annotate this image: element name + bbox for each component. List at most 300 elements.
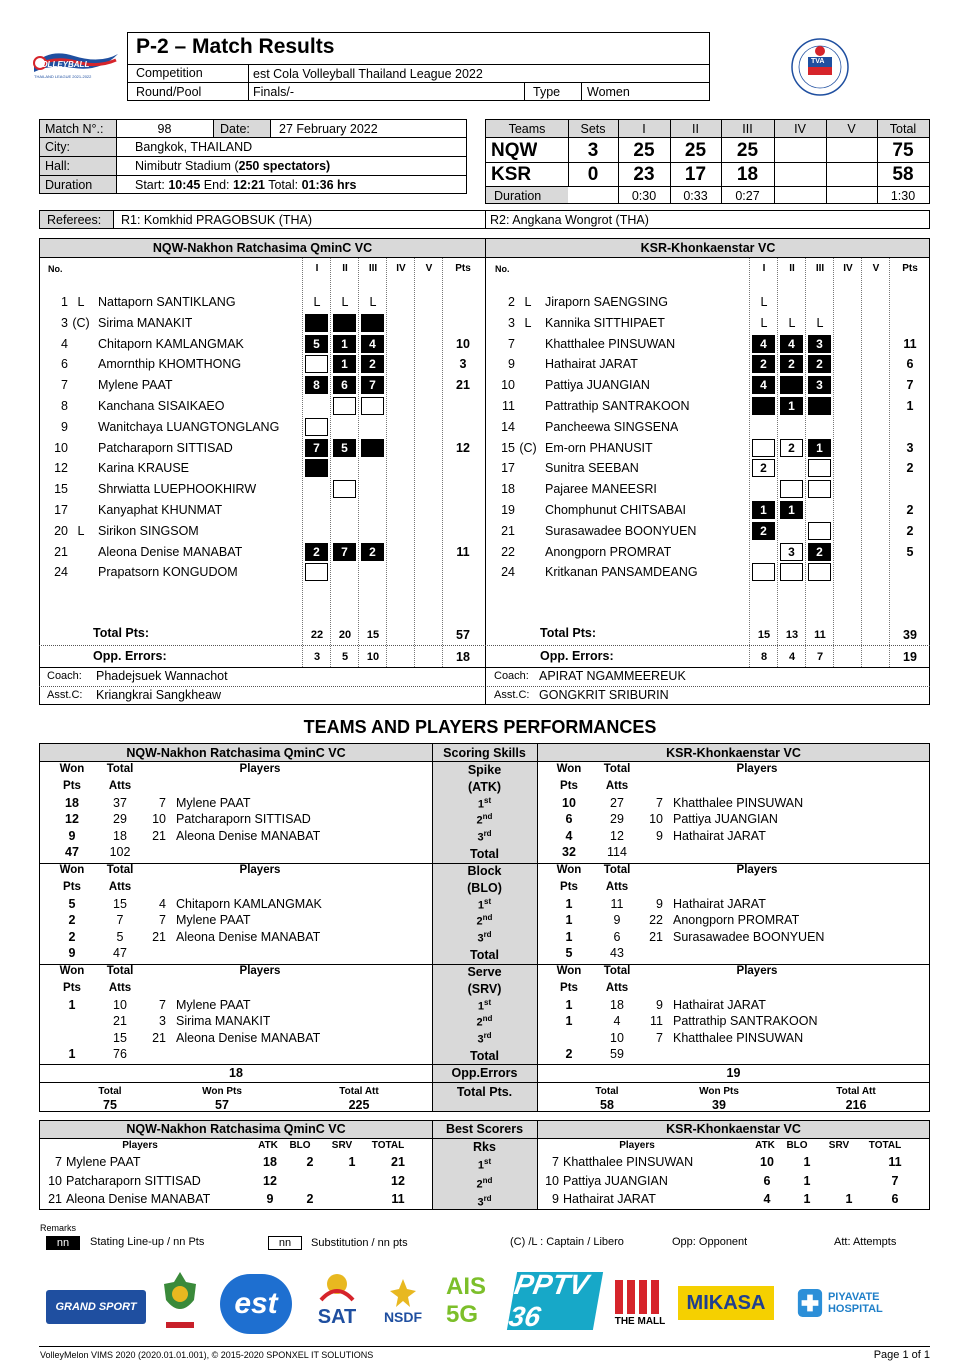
team-a-asst-label: Asst.C:: [47, 689, 83, 701]
best-total: 11: [888, 1155, 902, 1169]
player-set-box: [808, 397, 831, 415]
player-set-box: 6: [333, 376, 356, 394]
player-flag: (C): [72, 315, 90, 330]
skill-total-label: Total: [470, 1049, 499, 1063]
skill-won-pts: 9: [68, 828, 76, 843]
best-blo: 1: [803, 1155, 811, 1169]
player-number: 19: [501, 503, 515, 517]
team-a-coach-label: Coach:: [47, 670, 82, 682]
total-header: Total: [106, 864, 134, 876]
grand-total-label: Total Att: [339, 1086, 379, 1097]
skill-player-no: 3: [159, 1014, 166, 1029]
total-header: Total: [603, 864, 631, 876]
skill-player-no: 21: [152, 1030, 166, 1045]
skill-total-won: 2: [565, 1047, 573, 1061]
set-total: 22: [310, 629, 324, 641]
atts-header: Atts: [108, 881, 132, 893]
column-divider: [386, 258, 387, 667]
best-total: 7: [891, 1173, 899, 1188]
player-set-box: [808, 480, 831, 498]
player-set-box: 1: [808, 439, 831, 457]
grand-total-value: 58: [600, 1098, 614, 1112]
skill-won-pts: 1: [565, 913, 573, 928]
skill-code: (ATK): [467, 780, 502, 794]
score-set-points: 18: [736, 164, 759, 185]
player-name: Kritkanan PANSAMDEANG: [545, 565, 698, 580]
score-total: 75: [892, 140, 914, 161]
legend-opp: Opp: Opponent: [672, 1236, 748, 1248]
legend-starting: Stating Line-up / nn Pts: [90, 1236, 205, 1248]
player-number: 3: [508, 315, 515, 330]
skill-attempts: 29: [113, 812, 127, 827]
team-a-asst: Kriangkrai Sangkheaw: [96, 688, 222, 702]
column-divider: [833, 258, 834, 667]
atts-header: Atts: [605, 780, 629, 792]
best-blo: 1: [803, 1192, 811, 1206]
skill-player-no: 9: [656, 998, 663, 1012]
grand-total-label: Won Pts: [699, 1086, 739, 1097]
player-set-box: 2: [752, 355, 775, 373]
player-set-box: 1: [780, 501, 803, 519]
won-header: Won: [59, 763, 85, 775]
skill-total-won: 32: [562, 845, 576, 859]
legend-att: Att: Attempts: [834, 1236, 897, 1248]
grand-total-value: 216: [845, 1098, 867, 1112]
score-team-code: KSR: [491, 164, 532, 185]
skill-won-pts: 6: [565, 812, 573, 827]
player-set-box: 4: [361, 335, 384, 353]
player-set-box: 8: [305, 376, 328, 394]
player-set-box: [361, 314, 384, 332]
team-b-coach: APIRAT NGAMMEEREUK: [539, 669, 686, 683]
date-label: Date:: [220, 122, 250, 136]
player-set-box: [780, 563, 803, 581]
skill-attempts: 11: [610, 897, 624, 911]
best-blo: 2: [306, 1155, 314, 1169]
player-name: Pajaree MANEESRI: [545, 482, 657, 497]
player-number: 17: [54, 503, 68, 517]
set-total: 13: [785, 629, 799, 641]
set-opp-errors: 10: [366, 651, 380, 663]
skill-rank: 3rd: [477, 828, 492, 844]
player-set-box: [752, 439, 775, 457]
sponsor-the-mall-logo: [610, 1272, 670, 1332]
player-number: 11: [502, 399, 515, 413]
skill-total-att: 76: [113, 1047, 127, 1061]
best-col-header: ATK: [258, 1140, 278, 1151]
sat-text: SAT: [317, 1305, 357, 1328]
pts-header: Pts: [560, 881, 578, 893]
player-name: Pattiya JUANGIAN: [545, 378, 650, 393]
sponsor-pptv-logo: PPTV 36: [507, 1272, 603, 1330]
set-opp-errors: 5: [341, 651, 349, 663]
set-total: 15: [366, 629, 380, 641]
score-set-points: 23: [633, 164, 655, 185]
best-rank: 1st: [477, 1157, 492, 1172]
score-set-points: 25: [736, 140, 759, 161]
best-col-header: SRV: [828, 1140, 850, 1151]
footer-left: VolleyMelon VIMS 2020 (2020.01.01.001), © 2015-2020 SPONXEL IT SOLUTIONS: [40, 1350, 374, 1360]
player-set-box: 3: [808, 335, 831, 353]
skill-total-att: 59: [610, 1047, 624, 1061]
round-value: Finals/-: [253, 85, 294, 99]
column-divider: [777, 258, 778, 667]
skill-player-name: Mylene PAAT: [176, 913, 251, 928]
player-set-box: 2: [752, 522, 775, 540]
sponsor-piyavate-logo: [796, 1280, 930, 1326]
total-pts-label: Total Pts:: [540, 626, 597, 640]
player-set-box: 2: [361, 355, 384, 373]
skill-attempts: 5: [116, 929, 124, 944]
player-number: 14: [501, 419, 515, 434]
player-flag: L: [77, 295, 85, 309]
roster-pts-header: Pts: [455, 263, 471, 274]
player-points: 2: [906, 523, 914, 538]
skill-player-name: Hathairat JARAT: [673, 828, 766, 843]
player-set-box: 3: [780, 543, 803, 561]
skill-player-name: Pattiya JUANGIAN: [673, 812, 778, 827]
skill-total-att: 114: [607, 845, 627, 859]
player-number: 20: [54, 523, 68, 538]
player-number: 24: [501, 565, 515, 580]
set-opp-errors: 8: [760, 651, 768, 663]
player-number: 3: [61, 315, 68, 330]
player-set-box: [361, 397, 384, 415]
column-divider: [749, 258, 750, 667]
skill-player-name: Patcharaporn SITTISAD: [176, 812, 311, 827]
roster-set-header: IV: [843, 263, 853, 274]
page-title: P-2 – Match Results: [136, 35, 335, 58]
best-team-b: KSR-Khonkaenstar VC: [666, 1122, 801, 1136]
grand-total-value: 75: [103, 1098, 117, 1112]
player-number: 12: [54, 461, 68, 476]
referee-1: R1: Komkhid PRAGOBSUK (THA): [121, 213, 313, 227]
grand-total-label: Total Att: [836, 1086, 876, 1097]
player-flag: L: [524, 295, 532, 309]
type-label: Type: [533, 85, 561, 99]
score-header: V: [847, 122, 856, 136]
grand-total-label: Total: [595, 1086, 619, 1097]
player-number: 10: [54, 440, 68, 455]
atts-header: Atts: [605, 982, 629, 994]
player-libero-mark: L: [788, 315, 796, 330]
best-atk: 10: [760, 1155, 774, 1169]
roster-set-header: I: [315, 263, 319, 274]
skill-attempts: 29: [610, 812, 624, 827]
players-header: Players: [736, 965, 778, 977]
player-points: 12: [456, 440, 470, 455]
best-col-header: TOTAL: [868, 1140, 902, 1151]
date-value: 27 February 2022: [279, 122, 378, 136]
skill-attempts: 27: [610, 796, 624, 810]
best-atk: 4: [763, 1192, 771, 1206]
skill-player-no: 7: [656, 1030, 663, 1045]
perf-team-a: NQW-Nakhon Ratchasima QminC VC: [126, 746, 346, 760]
roster-set-header: IV: [396, 263, 406, 274]
player-libero-mark: L: [369, 295, 377, 309]
best-atk: 9: [266, 1192, 274, 1206]
player-number: 2: [508, 295, 515, 309]
skill-total-att: 43: [610, 946, 624, 960]
player-number: 24: [54, 565, 68, 580]
score-header: II: [692, 122, 699, 136]
skill-total-label: Total: [470, 948, 499, 962]
player-points: 11: [456, 544, 470, 559]
skill-attempts: 37: [113, 796, 127, 810]
column-divider: [889, 258, 890, 667]
player-set-box: 3: [808, 376, 831, 394]
set-opp-errors: 7: [816, 651, 824, 663]
best-col-header: ATK: [755, 1140, 775, 1151]
skill-total-label: Total: [470, 847, 499, 861]
score-header: Teams: [508, 122, 546, 136]
skill-rank: 1st: [477, 897, 492, 912]
player-name: Surasawadee BOONYUEN: [545, 523, 697, 538]
player-set-box: [333, 397, 356, 415]
player-set-box: 1: [333, 335, 356, 353]
competition-label: Competition: [136, 66, 203, 80]
player-name: Amornthip KHOMTHONG: [98, 357, 242, 372]
sponsor-ais-logo: AIS 5G: [446, 1273, 487, 1328]
score-total: 58: [892, 164, 914, 185]
score-header: Total: [889, 122, 917, 136]
best-player-no: 10: [545, 1173, 559, 1188]
player-name: Sirima MANAKIT: [98, 315, 193, 330]
skill-attempts: 7: [116, 913, 124, 928]
skill-player-name: Aleona Denise MANABAT: [176, 929, 321, 944]
skill-player-no: 9: [656, 897, 663, 911]
skill-player-no: 21: [649, 929, 663, 944]
player-number: 9: [61, 419, 68, 434]
skill-total-won: 47: [65, 845, 79, 859]
best-col-header: TOTAL: [371, 1140, 405, 1151]
skill-rank: 1st: [477, 796, 492, 811]
pts-header: Pts: [63, 881, 81, 893]
player-set-box: 2: [361, 543, 384, 561]
player-number: 21: [54, 544, 68, 559]
skill-rank: 2nd: [476, 812, 493, 827]
best-atk: 6: [763, 1173, 771, 1188]
sponsor-est-logo: est: [220, 1274, 292, 1334]
player-set-box: [780, 376, 803, 394]
nsdf-text: NSDF: [383, 1309, 423, 1325]
sponsor-sat-logo: [306, 1264, 368, 1336]
best-col-header: Players: [619, 1140, 655, 1151]
player-name: Mylene PAAT: [98, 378, 173, 393]
player-set-box: [333, 480, 356, 498]
column-divider: [330, 258, 331, 667]
roster-set-header: II: [342, 263, 348, 274]
set-duration: 0:27: [735, 189, 760, 203]
skill-attempts: 21: [113, 1014, 127, 1029]
competition-value: est Cola Volleyball Thailand League 2022: [253, 67, 483, 81]
best-player-name: Patcharaporn SITTISAD: [66, 1173, 201, 1188]
player-name: Pancheewa SINGSENA: [545, 419, 679, 434]
score-set-points: 25: [684, 140, 707, 161]
won-header: Won: [556, 763, 582, 775]
column-divider: [414, 258, 415, 667]
total-header: Total: [603, 965, 631, 977]
skill-name: Block: [467, 864, 502, 878]
skill-attempts: 6: [613, 929, 621, 944]
player-name: Kanyaphat KHUNMAT: [98, 503, 223, 517]
player-libero-mark: L: [760, 295, 768, 309]
player-name: Prapatsorn KONGUDOM: [98, 565, 238, 580]
best-atk: 12: [263, 1173, 277, 1188]
team-a-coach: Phadejsuek Wannachot: [96, 669, 228, 683]
player-points: 1: [906, 399, 914, 413]
best-col-header: BLO: [786, 1140, 808, 1151]
city-label: City:: [45, 140, 70, 154]
player-number: 7: [508, 336, 515, 351]
skill-won-pts: 2: [68, 913, 76, 928]
player-libero-mark: L: [341, 295, 349, 309]
roster-set-header: V: [425, 263, 433, 274]
best-player-name: Aleona Denise MANABAT: [66, 1192, 211, 1206]
won-header: Won: [556, 864, 582, 876]
player-set-box: 2: [780, 439, 803, 457]
skill-attempts: 18: [610, 998, 624, 1012]
player-set-box: 2: [305, 543, 328, 561]
player-set-box: [780, 480, 803, 498]
opp-errors-label: Opp. Errors:: [93, 649, 167, 663]
won-header: Won: [59, 965, 85, 977]
team-a-name: NQW-Nakhon Ratchasima QminC VC: [152, 241, 373, 255]
team-opp-errors: 18: [456, 650, 470, 664]
match-no-value: 98: [157, 122, 172, 136]
player-name: Chomphunut CHITSABAI: [545, 503, 687, 517]
total-header: Total: [106, 965, 134, 977]
skill-attempts: 18: [113, 828, 127, 843]
best-player-no: 10: [48, 1173, 62, 1188]
skill-total-won: 9: [68, 946, 76, 960]
player-set-box: 4: [780, 335, 803, 353]
won-header: Won: [59, 864, 85, 876]
player-name: Karina KRAUSE: [98, 461, 190, 476]
score-header: IV: [794, 122, 806, 136]
skill-attempts: 9: [613, 913, 621, 928]
sponsor-grand-sport-logo: GRAND SPORT: [46, 1290, 146, 1324]
skill-player-no: 10: [649, 812, 663, 827]
skill-player-name: Anongporn PROMRAT: [673, 913, 800, 928]
player-set-box: [808, 522, 831, 540]
player-set-box: [361, 439, 384, 457]
opp-errors-label: Opp. Errors:: [540, 649, 614, 663]
player-set-box: [305, 355, 328, 373]
players-header: Players: [239, 965, 281, 977]
player-set-box: 2: [752, 459, 775, 477]
best-total: 6: [891, 1192, 899, 1206]
rks-label: Rks: [473, 1140, 496, 1154]
skill-code: (SRV): [467, 982, 502, 996]
skill-attempts: 4: [613, 1014, 621, 1029]
federation-seal: [790, 37, 850, 97]
best-player-name: Khatthalee PINSUWAN: [563, 1155, 694, 1169]
best-col-header: Players: [122, 1140, 158, 1151]
set-total: 11: [814, 629, 826, 641]
legend-subst: Substitution / nn pts: [311, 1237, 408, 1249]
player-set-box: 2: [808, 355, 831, 373]
skill-player-name: Hathairat JARAT: [673, 897, 766, 911]
footer-page: Page 1 of 1: [873, 1349, 930, 1361]
skill-player-no: 11: [650, 1014, 663, 1029]
best-total: 11: [391, 1192, 405, 1206]
skill-won-pts: 1: [565, 929, 573, 944]
duration-total: 1:30: [890, 189, 916, 203]
roster-set-header: III: [815, 263, 825, 274]
player-points: 2: [906, 461, 914, 476]
player-libero-mark: L: [816, 315, 824, 330]
referees-label: Referees:: [47, 213, 102, 227]
player-set-box: [808, 563, 831, 581]
player-set-box: 2: [780, 355, 803, 373]
total-header: Total: [106, 763, 134, 775]
team-total-pts: 57: [456, 628, 470, 642]
player-name: Pattrathip SANTRAKOON: [545, 399, 690, 413]
player-set-box: 4: [752, 335, 775, 353]
player-number: 22: [501, 544, 515, 559]
player-points: 6: [906, 357, 914, 372]
set-opp-errors: 4: [788, 651, 796, 663]
best-srv: 1: [348, 1155, 356, 1169]
team-b-coach-label: Coach:: [494, 670, 529, 682]
best-player-no: 7: [552, 1155, 559, 1169]
skill-won-pts: 10: [562, 796, 576, 810]
player-set-box: 1: [752, 501, 775, 519]
player-points: 7: [906, 378, 914, 393]
performances-title: TEAMS AND PLAYERS PERFORMANCES: [303, 717, 657, 737]
player-number: 9: [508, 357, 515, 372]
the-mall-text: THE MALL: [614, 1315, 666, 1327]
skill-won-pts: 1: [565, 998, 573, 1012]
seal-text: TVA: [811, 58, 825, 65]
best-blo: 1: [803, 1173, 811, 1188]
skill-player-name: Pattrathip SANTRAKOON: [673, 1014, 818, 1029]
roster-set-header: I: [762, 263, 766, 274]
total-pts-label: Total Pts.: [456, 1085, 513, 1099]
skill-won-pts: 2: [68, 929, 76, 944]
player-name: Aleona Denise MANABAT: [98, 544, 243, 559]
scoring-skills-header: Scoring Skills: [443, 746, 526, 760]
skill-rank: 2nd: [476, 913, 493, 928]
skill-player-name: Mylene PAAT: [176, 796, 251, 810]
player-number: 17: [501, 461, 515, 476]
best-col-header: SRV: [331, 1140, 353, 1151]
round-label: Round/Pool: [136, 85, 202, 99]
players-header: Players: [239, 763, 281, 775]
best-scorers-header: Best Scorers: [445, 1122, 524, 1136]
skill-attempts: 10: [610, 1030, 624, 1045]
player-name: Shrwiatta LUEPHOOKHIRW: [98, 482, 257, 497]
set-duration: 0:30: [631, 189, 657, 203]
skill-player-name: Hathairat JARAT: [673, 998, 766, 1012]
skill-rank: 3rd: [477, 1030, 492, 1046]
league-logo-sub: THAILAND LEAGUE 2021-2022: [34, 74, 92, 79]
best-total: 21: [391, 1155, 405, 1169]
skill-player-no: 10: [152, 812, 166, 827]
skill-player-no: 4: [159, 897, 166, 911]
skill-total-won: 5: [565, 946, 573, 960]
player-set-box: 2: [808, 543, 831, 561]
city-value: Bangkok, THAILAND: [135, 140, 253, 154]
player-libero-mark: L: [313, 295, 321, 309]
pts-header: Pts: [63, 780, 81, 792]
player-set-box: 1: [780, 397, 803, 415]
skill-player-no: 21: [152, 929, 166, 944]
atts-header: Atts: [108, 982, 132, 994]
hall-label: Hall:: [45, 159, 71, 173]
best-total: 12: [391, 1173, 405, 1188]
